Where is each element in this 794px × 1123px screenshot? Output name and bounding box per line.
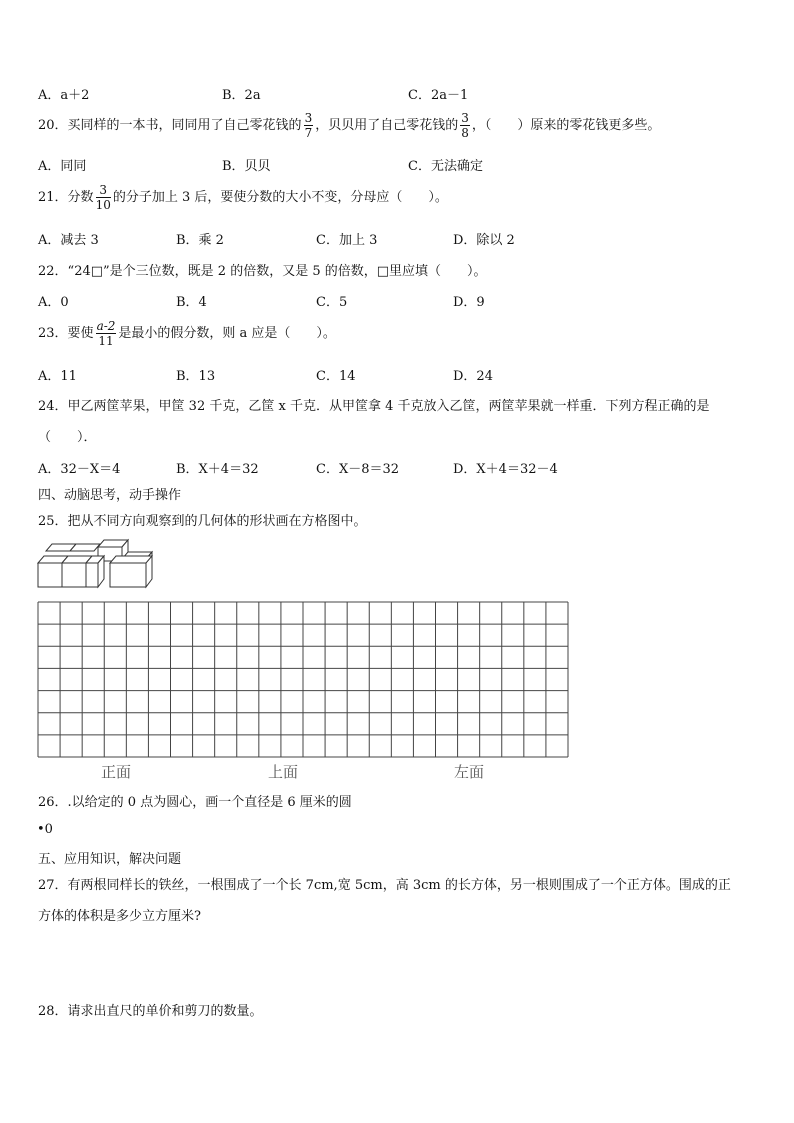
q21-option-b: B．乘 2	[176, 233, 224, 248]
answer-grid	[37, 601, 569, 758]
q20-option-a: A．同同	[38, 159, 87, 174]
question-25	[38, 510, 367, 529]
fraction: $\frac{3}{7}$	[304, 111, 313, 140]
question-text: ，（ ）原来的零花钱更多些。	[471, 118, 661, 133]
q19-option-c: C．2a－1	[408, 88, 469, 103]
section-heading: 五、应用知识，解决问题	[38, 852, 182, 867]
q24-option-c: C．X－8＝32	[316, 462, 400, 477]
question-number: 20．	[38, 118, 68, 133]
q23-option-d: D．24	[453, 369, 493, 384]
q19-option-a: A．a＋2	[38, 88, 90, 103]
question-text: 甲乙两筐苹果，甲筐 32 千克，乙筐 x 千克．从甲筐拿 4 千克放入乙筐，两筐苹果就一样重．下列方程正确的是	[67, 399, 710, 414]
question-27-line2: 方体的体积是多少立方厘米?	[38, 909, 201, 924]
q24-option-d: D．X＋4＝32－4	[453, 462, 558, 477]
q19-option-b: B．2a	[222, 88, 261, 103]
q23-option-c: C．14	[316, 369, 356, 384]
cube-figure	[36, 537, 156, 591]
question-number: 27．	[38, 878, 68, 893]
question-22	[38, 260, 487, 279]
question-number: 24．	[38, 399, 68, 414]
question-28	[38, 1000, 263, 1019]
fraction: $\frac{3}{10}$	[95, 183, 111, 212]
question-text: .以给定的 0 点为圆心，画一个直径是 6 厘米的圆	[67, 795, 352, 810]
q23-option-a: A．11	[38, 369, 77, 384]
q21-option-c: C．加上 3	[316, 233, 378, 248]
question-text: ，贝贝用了自己零花钱的	[315, 118, 459, 133]
q23-option-b: B．13	[176, 369, 216, 384]
question-text: 请求出直尺的单价和剪刀的数量。	[67, 1004, 263, 1019]
label-front: 正面	[101, 763, 132, 781]
question-24	[38, 395, 710, 414]
question-23	[38, 320, 336, 347]
question-24-line2: （ ）．	[38, 430, 97, 445]
q22-option-a: A．0	[38, 295, 69, 310]
question-26	[38, 791, 352, 810]
question-text: 把从不同方向观察到的几何体的形状画在方格图中。	[67, 514, 367, 529]
question-text: 的分子加上 3 后，要使分数的大小不变，分母应（ ）。	[112, 190, 448, 205]
center-point: •0	[37, 822, 53, 837]
question-number: 21．	[38, 190, 68, 205]
q21-option-d: D．除以 2	[453, 233, 515, 248]
section-heading: 四、动脑思考，动手操作	[38, 488, 182, 503]
question-number: 26．	[38, 795, 68, 810]
question-27	[38, 874, 731, 893]
question-20	[38, 112, 660, 139]
label-top: 上面	[268, 763, 299, 781]
question-text: 买同样的一本书，同同用了自己零花钱的	[67, 118, 302, 133]
q22-option-d: D．9	[453, 295, 485, 310]
question-number: 22．	[38, 264, 68, 279]
question-text: 要使	[67, 326, 94, 341]
question-text: 有两根同样长的铁丝，一根围成了一个长 7cm,宽 5cm，高 3cm 的长方体，另一根则围成了一个正方体。围成的正	[67, 878, 731, 893]
question-text: 是最小的假分数，则 a 应是（ ）。	[118, 326, 336, 341]
question-number: 23．	[38, 326, 68, 341]
q20-option-b: B．贝贝	[222, 159, 271, 174]
q21-option-a: A．减去 3	[38, 233, 99, 248]
question-number: 28．	[38, 1004, 68, 1019]
fraction: $\frac{a-2}{11}$	[96, 319, 116, 348]
label-left: 左面	[454, 763, 485, 781]
q22-option-c: C．5	[316, 295, 348, 310]
question-text: “24□”是个三位数，既是 2 的倍数，又是 5 的倍数，□里应填（ ）。	[67, 264, 487, 279]
question-text: 分数	[67, 190, 94, 205]
question-21	[38, 184, 448, 211]
question-number: 25．	[38, 514, 68, 529]
q24-option-a: A．32－X＝4	[38, 462, 121, 477]
fraction: $\frac{3}{8}$	[461, 111, 469, 140]
q24-option-b: B．X＋4＝32	[176, 462, 259, 477]
q22-option-b: B．4	[176, 295, 207, 310]
q20-option-c: C．无法确定	[408, 159, 483, 174]
